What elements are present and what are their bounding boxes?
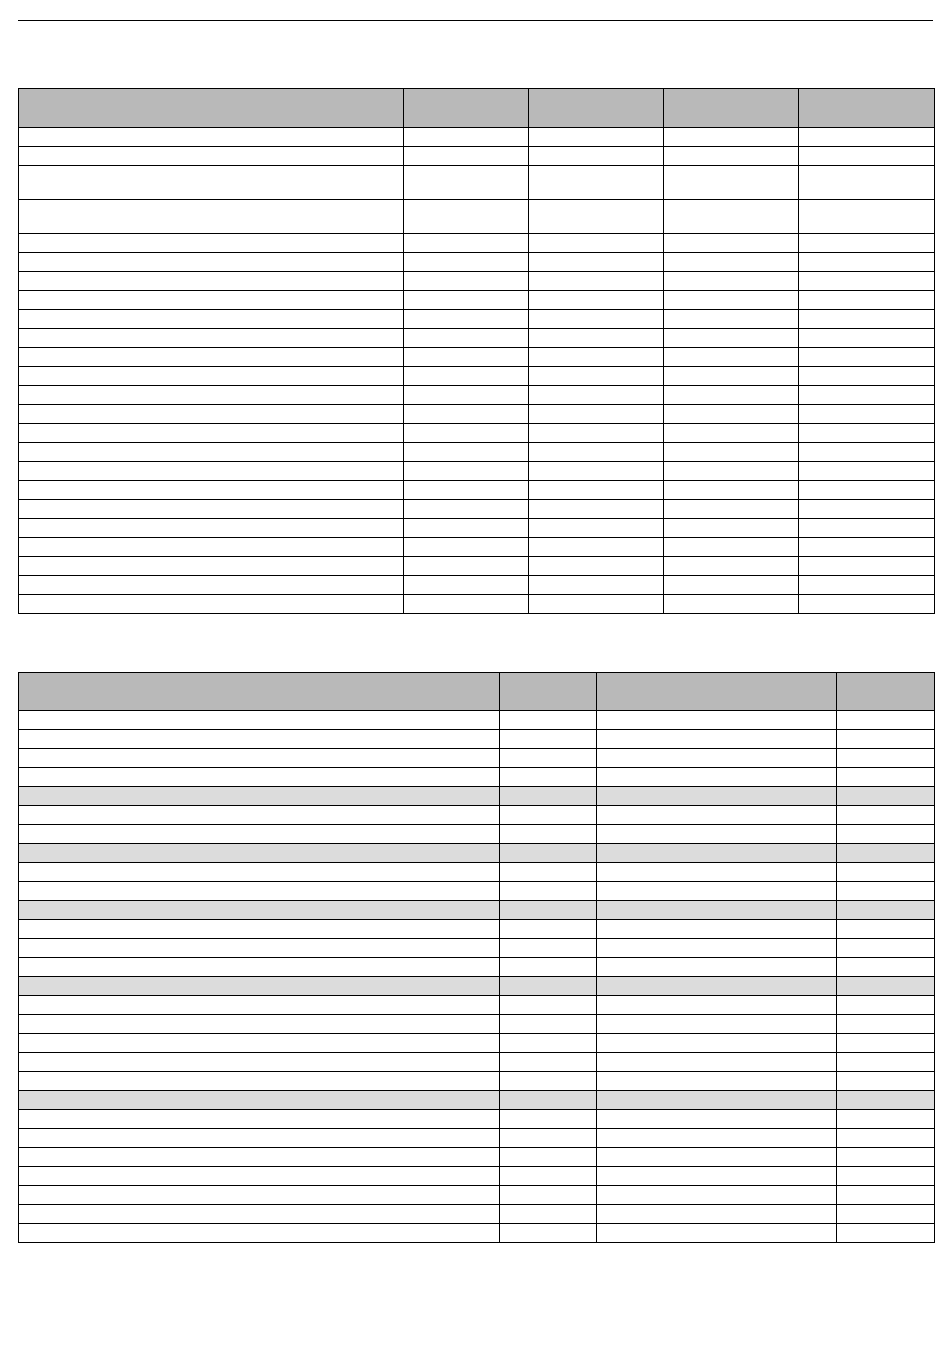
table-cell <box>799 500 935 519</box>
table-row <box>19 348 935 367</box>
table-cell <box>500 1148 597 1167</box>
table-cell <box>597 806 837 825</box>
table-cell <box>664 576 799 595</box>
table-cell <box>19 367 404 386</box>
table-cell <box>19 1053 500 1072</box>
table-cell <box>529 234 664 253</box>
table-cell <box>404 405 529 424</box>
table-cell <box>19 825 500 844</box>
table-cell <box>664 367 799 386</box>
table-cell <box>529 291 664 310</box>
table-cell <box>500 882 597 901</box>
table-row <box>19 1167 935 1186</box>
table-row <box>19 939 935 958</box>
table-cell <box>19 500 404 519</box>
table-row <box>19 996 935 1015</box>
table-row <box>19 1186 935 1205</box>
table-cell <box>597 730 837 749</box>
table-cell <box>404 557 529 576</box>
column-header <box>19 89 404 128</box>
table-cell <box>404 253 529 272</box>
table-cell <box>799 481 935 500</box>
table-cell <box>500 730 597 749</box>
table-row <box>19 806 935 825</box>
table-cell <box>664 291 799 310</box>
table-cell <box>19 749 500 768</box>
table-cell <box>664 253 799 272</box>
table-row <box>19 958 935 977</box>
table-row <box>19 920 935 939</box>
table-cell <box>529 166 664 200</box>
table-cell <box>799 310 935 329</box>
table-cell <box>799 443 935 462</box>
table-header-row <box>19 673 935 711</box>
table-cell <box>500 1186 597 1205</box>
top-rule <box>18 20 933 21</box>
table-cell <box>19 1110 500 1129</box>
table-cell <box>19 958 500 977</box>
table-cell <box>500 863 597 882</box>
table-cell <box>404 538 529 557</box>
table-cell <box>19 1129 500 1148</box>
table-cell <box>19 481 404 500</box>
table-cell <box>664 128 799 147</box>
table-cell <box>799 166 935 200</box>
table-row <box>19 128 935 147</box>
table-cell <box>597 1015 837 1034</box>
table-cell <box>837 863 935 882</box>
table-row <box>19 310 935 329</box>
table-row <box>19 576 935 595</box>
table-cell <box>529 557 664 576</box>
table-cell <box>500 806 597 825</box>
table-cell <box>404 128 529 147</box>
table-cell <box>664 166 799 200</box>
column-header <box>597 673 837 711</box>
table-cell <box>19 424 404 443</box>
table-cell <box>19 920 500 939</box>
table-cell <box>837 958 935 977</box>
table-cell <box>404 166 529 200</box>
table-row <box>19 557 935 576</box>
table-cell <box>500 825 597 844</box>
table-cell <box>529 443 664 462</box>
table-cell <box>19 557 404 576</box>
table-cell <box>597 825 837 844</box>
table-cell <box>837 1167 935 1186</box>
table-cell <box>597 749 837 768</box>
table-cell <box>19 1224 500 1243</box>
table-cell <box>837 768 935 787</box>
column-header <box>799 89 935 128</box>
table-row <box>19 1205 935 1224</box>
table-cell <box>500 996 597 1015</box>
table-cell <box>19 405 404 424</box>
table-cell <box>664 481 799 500</box>
table-cell <box>19 901 500 920</box>
table-cell <box>19 200 404 234</box>
table-cell <box>500 711 597 730</box>
table-cell <box>404 576 529 595</box>
table-cell <box>404 443 529 462</box>
table-cell <box>404 595 529 614</box>
table-cell <box>799 386 935 405</box>
table-row <box>19 595 935 614</box>
table-row <box>19 462 935 481</box>
table-cell <box>19 253 404 272</box>
table-cell <box>500 1205 597 1224</box>
table-cell <box>799 462 935 481</box>
table-cell <box>19 291 404 310</box>
table-cell <box>664 405 799 424</box>
table-cell <box>837 977 935 996</box>
table-cell <box>500 1110 597 1129</box>
table-row <box>19 825 935 844</box>
table-cell <box>664 519 799 538</box>
table-row <box>19 291 935 310</box>
table-row <box>19 234 935 253</box>
table-cell <box>597 1110 837 1129</box>
table-row <box>19 405 935 424</box>
table-cell <box>799 557 935 576</box>
table-cell <box>529 253 664 272</box>
table-cell <box>529 128 664 147</box>
table-cell <box>837 1224 935 1243</box>
table-cell <box>404 500 529 519</box>
table-cell <box>19 787 500 806</box>
table-cell <box>19 310 404 329</box>
table-row <box>19 1091 935 1110</box>
table-row <box>19 749 935 768</box>
table-cell <box>500 1091 597 1110</box>
table-cell <box>597 901 837 920</box>
table-cell <box>837 1205 935 1224</box>
table-cell <box>799 348 935 367</box>
table-cell <box>837 1129 935 1148</box>
table-cell <box>500 958 597 977</box>
table-cell <box>404 147 529 166</box>
table-row <box>19 424 935 443</box>
table-cell <box>837 1091 935 1110</box>
table-cell <box>799 595 935 614</box>
table-cell <box>19 977 500 996</box>
table-row <box>19 481 935 500</box>
table-cell <box>529 348 664 367</box>
table-cell <box>404 367 529 386</box>
table-cell <box>529 595 664 614</box>
table-row <box>19 500 935 519</box>
table-row <box>19 844 935 863</box>
table-row <box>19 1072 935 1091</box>
table-cell <box>664 595 799 614</box>
column-header <box>664 89 799 128</box>
table-cell <box>19 1015 500 1034</box>
table-cell <box>664 310 799 329</box>
table-cell <box>19 939 500 958</box>
table-cell <box>597 1224 837 1243</box>
table-row <box>19 1015 935 1034</box>
table-cell <box>799 234 935 253</box>
table-cell <box>664 386 799 405</box>
table-cell <box>404 481 529 500</box>
table-cell <box>500 749 597 768</box>
table-cell <box>19 863 500 882</box>
table-cell <box>837 1072 935 1091</box>
table-cell <box>19 272 404 291</box>
table-row <box>19 1224 935 1243</box>
table-cell <box>799 367 935 386</box>
table-cell <box>799 253 935 272</box>
table-cell <box>837 882 935 901</box>
table-cell <box>664 348 799 367</box>
table-header-row <box>19 89 935 128</box>
table-row <box>19 711 935 730</box>
table-cell <box>837 1186 935 1205</box>
table-cell <box>837 711 935 730</box>
table-cell <box>529 481 664 500</box>
table-cell <box>837 1015 935 1034</box>
table-cell <box>19 1186 500 1205</box>
table-cell <box>529 147 664 166</box>
table-cell <box>529 200 664 234</box>
table-row <box>19 1034 935 1053</box>
table-cell <box>799 329 935 348</box>
table-cell <box>664 462 799 481</box>
table-cell <box>597 768 837 787</box>
table-row <box>19 200 935 234</box>
table-cell <box>500 920 597 939</box>
table-cell <box>799 538 935 557</box>
table-cell <box>799 200 935 234</box>
table-cell <box>19 996 500 1015</box>
table-cell <box>19 329 404 348</box>
table-row <box>19 768 935 787</box>
table-cell <box>837 1110 935 1129</box>
table-row <box>19 730 935 749</box>
table-cell <box>664 424 799 443</box>
table-cell <box>19 882 500 901</box>
table-cell <box>529 424 664 443</box>
table-row <box>19 386 935 405</box>
table-cell <box>19 711 500 730</box>
table-cell <box>597 882 837 901</box>
table-cell <box>500 1015 597 1034</box>
column-header <box>500 673 597 711</box>
table-row <box>19 166 935 200</box>
table-cell <box>404 310 529 329</box>
table-cell <box>664 147 799 166</box>
table-cell <box>597 1205 837 1224</box>
column-header <box>529 89 664 128</box>
table-cell <box>19 1148 500 1167</box>
table-cell <box>597 1167 837 1186</box>
table-row <box>19 863 935 882</box>
table-cell <box>799 291 935 310</box>
table-row <box>19 443 935 462</box>
table-cell <box>500 977 597 996</box>
table-cell <box>597 1091 837 1110</box>
table-cell <box>837 996 935 1015</box>
table-cell <box>597 787 837 806</box>
table-cell <box>664 272 799 291</box>
table-cell <box>500 1167 597 1186</box>
table-cell <box>500 1129 597 1148</box>
table-cell <box>597 1129 837 1148</box>
table-cell <box>597 920 837 939</box>
table-cell <box>664 557 799 576</box>
table-cell <box>404 329 529 348</box>
table-cell <box>664 329 799 348</box>
table-cell <box>837 749 935 768</box>
table-cell <box>529 576 664 595</box>
table-cell <box>19 538 404 557</box>
table-row <box>19 272 935 291</box>
table-cell <box>529 310 664 329</box>
table-cell <box>19 768 500 787</box>
column-header <box>404 89 529 128</box>
table-row <box>19 147 935 166</box>
table-cell <box>19 730 500 749</box>
table-cell <box>837 806 935 825</box>
table-cell <box>529 462 664 481</box>
table-cell <box>529 272 664 291</box>
table-cell <box>19 128 404 147</box>
table-cell <box>404 519 529 538</box>
table-cell <box>19 386 404 405</box>
table-cell <box>597 844 837 863</box>
table-lower <box>18 672 935 1243</box>
table-cell <box>404 348 529 367</box>
table-cell <box>19 462 404 481</box>
table-cell <box>799 519 935 538</box>
table-cell <box>404 291 529 310</box>
table-row <box>19 977 935 996</box>
table-cell <box>597 996 837 1015</box>
table-cell <box>597 939 837 958</box>
table-cell <box>837 825 935 844</box>
table-cell <box>837 1034 935 1053</box>
table-cell <box>799 424 935 443</box>
table-cell <box>529 405 664 424</box>
table-cell <box>500 787 597 806</box>
table-cell <box>529 500 664 519</box>
table-cell <box>404 234 529 253</box>
table-row <box>19 1148 935 1167</box>
table-cell <box>500 768 597 787</box>
table-cell <box>19 595 404 614</box>
table-cell <box>799 147 935 166</box>
table-cell <box>664 234 799 253</box>
table-row <box>19 538 935 557</box>
table-cell <box>19 234 404 253</box>
table-cell <box>597 1072 837 1091</box>
table-row <box>19 329 935 348</box>
table-cell <box>19 806 500 825</box>
table-row <box>19 787 935 806</box>
table-cell <box>597 711 837 730</box>
table-cell <box>837 787 935 806</box>
table-cell <box>404 272 529 291</box>
table-cell <box>837 1053 935 1072</box>
table-cell <box>664 538 799 557</box>
table-cell <box>799 405 935 424</box>
table-cell <box>597 1053 837 1072</box>
table-cell <box>404 424 529 443</box>
table-cell <box>500 844 597 863</box>
table-cell <box>597 863 837 882</box>
table-cell <box>529 386 664 405</box>
table-cell <box>597 958 837 977</box>
table-cell <box>529 519 664 538</box>
table-row <box>19 1053 935 1072</box>
table-cell <box>19 166 404 200</box>
table-cell <box>19 519 404 538</box>
table-cell <box>597 977 837 996</box>
table-row <box>19 367 935 386</box>
table-cell <box>19 1205 500 1224</box>
table-cell <box>597 1148 837 1167</box>
table-cell <box>404 462 529 481</box>
table-cell <box>799 128 935 147</box>
table-cell <box>837 844 935 863</box>
table-cell <box>19 1167 500 1186</box>
table-cell <box>500 1053 597 1072</box>
table-cell <box>597 1034 837 1053</box>
table-cell <box>529 538 664 557</box>
table-cell <box>500 901 597 920</box>
table-cell <box>19 1091 500 1110</box>
table-upper <box>18 88 935 614</box>
table-cell <box>19 348 404 367</box>
table-row <box>19 1110 935 1129</box>
table-cell <box>19 576 404 595</box>
table-cell <box>837 901 935 920</box>
table-cell <box>799 576 935 595</box>
table-row <box>19 519 935 538</box>
table-cell <box>837 939 935 958</box>
table-cell <box>837 1148 935 1167</box>
table-cell <box>19 147 404 166</box>
column-header <box>837 673 935 711</box>
table-cell <box>664 500 799 519</box>
table-cell <box>597 1186 837 1205</box>
table-cell <box>500 1224 597 1243</box>
table-cell <box>500 1072 597 1091</box>
table-cell <box>19 1034 500 1053</box>
table-cell <box>404 386 529 405</box>
table-row <box>19 253 935 272</box>
table-row <box>19 882 935 901</box>
table-cell <box>664 200 799 234</box>
table-cell <box>837 730 935 749</box>
table-cell <box>799 272 935 291</box>
table-cell <box>529 329 664 348</box>
table-cell <box>19 844 500 863</box>
table-cell <box>500 1034 597 1053</box>
column-header <box>19 673 500 711</box>
table-cell <box>664 443 799 462</box>
table-cell <box>837 920 935 939</box>
table-cell <box>500 939 597 958</box>
table-row <box>19 1129 935 1148</box>
table-cell <box>19 1072 500 1091</box>
table-cell <box>19 443 404 462</box>
table-cell <box>404 200 529 234</box>
table-cell <box>529 367 664 386</box>
table-row <box>19 901 935 920</box>
